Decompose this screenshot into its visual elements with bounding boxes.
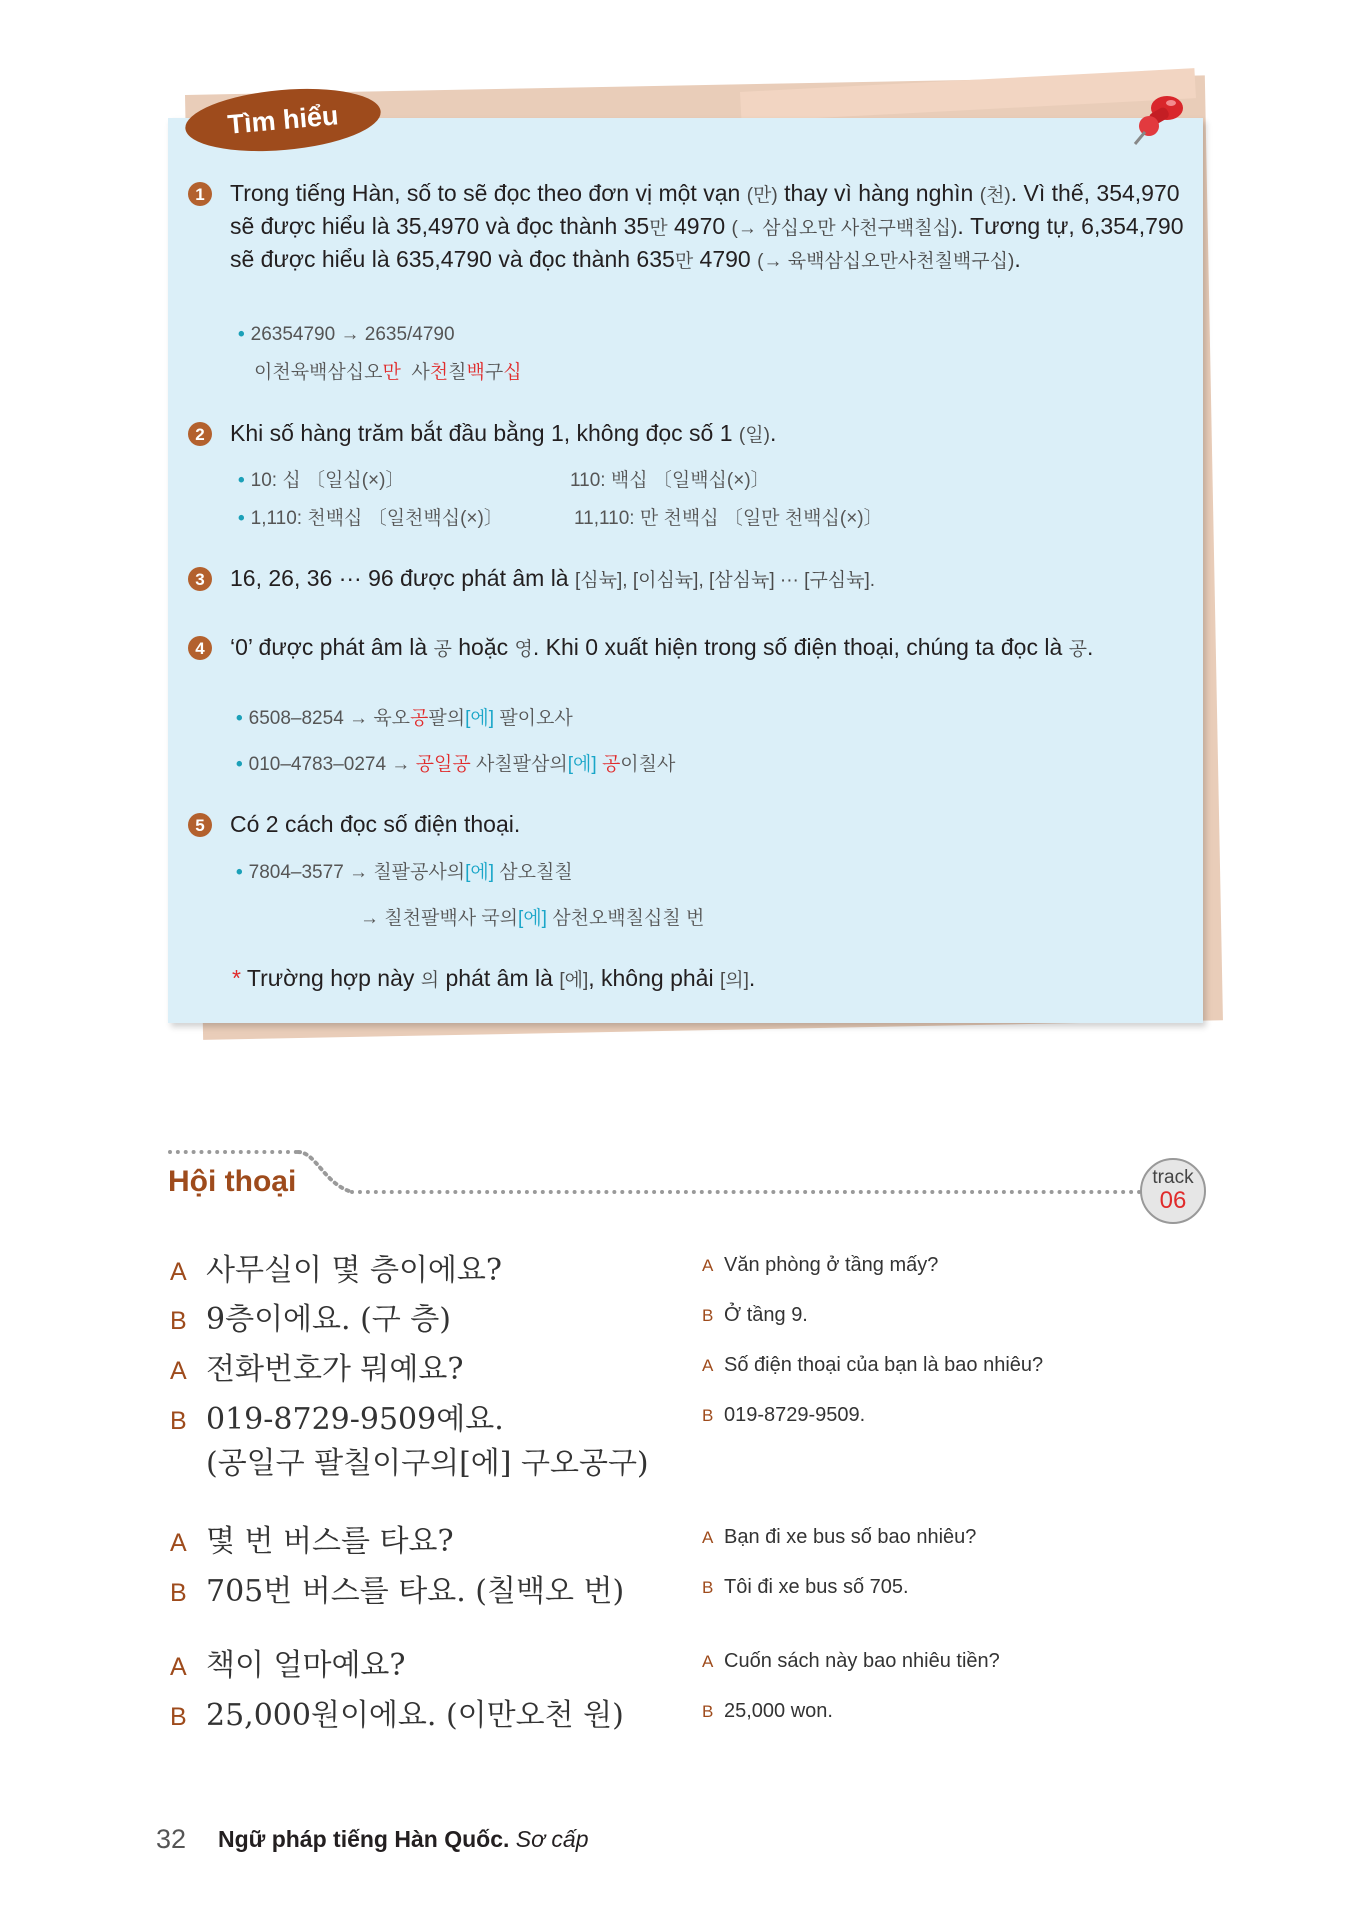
bullet-icon: • bbox=[236, 754, 243, 775]
book-title: Ngữ pháp tiếng Hàn Quốc. Sơ cấp bbox=[218, 1826, 589, 1852]
item-number: 1 bbox=[188, 182, 212, 206]
track-number: 06 bbox=[1159, 1187, 1187, 1214]
note: * Trường hợp này 의 phát âm là [에], không phải [의]. bbox=[232, 965, 756, 991]
bullet-icon: • bbox=[236, 708, 243, 729]
section-title: Hội thoại bbox=[168, 1165, 297, 1198]
example-5b: → 칠천팔백사 국의[에] 삼천오백칠십칠 번 bbox=[360, 908, 705, 929]
dialogue-line: B 019-8729-9509예요. bbox=[170, 1402, 504, 1437]
bullet-icon: • bbox=[238, 508, 245, 529]
example-2c: • 1,110: 천백십 〔일천백십(×)〕 bbox=[238, 508, 503, 529]
item-number: 3 bbox=[188, 567, 212, 591]
example-1b: 이천육백삼십오만 사천칠백구십 bbox=[254, 362, 522, 383]
translation-line: B Tôi đi xe bus số 705. bbox=[702, 1576, 909, 1598]
item-5: 5 Có 2 cách đọc số điện thoại. bbox=[230, 809, 1185, 840]
page-number: 32 bbox=[156, 1824, 187, 1854]
example-4b: • 010–4783–0274 → 공일공 사칠팔삼의[에] 공이칠사 bbox=[236, 754, 676, 775]
item-1: 1 Trong tiếng Hàn, số to sẽ đọc theo đơn vị một vạn (만) thay vì hàng nghìn (천). Vì thế, 354,970 sẽ được hiểu là 35,4970 và đọc thành 35만 4970 (→ 삼십오만 사천구백칠십). Tương tự, 6,354,790 sẽ được hiểu là 635,4790 và đọc thành 635만 4790 (→ 육백삼십오만사천칠백구십). bbox=[230, 178, 1185, 277]
tim-hieu-label: Tìm hiểu bbox=[183, 82, 383, 159]
translation-line: A Bạn đi xe bus số bao nhiêu? bbox=[702, 1526, 977, 1548]
dialogue-line: (공일구 팔칠이구의[에] 구오공구) bbox=[206, 1446, 649, 1481]
dialogue-line: A 책이 얼마예요? bbox=[170, 1648, 406, 1683]
example-4a: • 6508–8254 → 육오공팔의[에] 팔이오사 bbox=[236, 708, 573, 729]
dialogue-line: A 전화번호가 뭐예요? bbox=[170, 1352, 464, 1387]
dialogue-line: A 사무실이 몇 층이에요? bbox=[170, 1253, 502, 1288]
translation-line: B Ở tầng 9. bbox=[702, 1304, 808, 1326]
dotted-divider bbox=[168, 1150, 298, 1154]
example-2b: 110: 백십 〔일백십(×)〕 bbox=[570, 470, 770, 491]
pushpin-icon bbox=[1125, 88, 1195, 148]
dialogue-line: B 25,000원이에요. (이만오천 원) bbox=[170, 1698, 624, 1733]
item-number: 2 bbox=[188, 422, 212, 446]
item-3: 3 16, 26, 36 ··· 96 được phát âm là [심뉵], [이심뉵], [삼심뉵] ··· [구심뉵]. bbox=[230, 563, 1185, 596]
example-5a: • 7804–3577 → 칠팔공사의[에] 삼오칠칠 bbox=[236, 862, 573, 883]
item-number: 4 bbox=[188, 636, 212, 660]
translation-line: A Số điện thoại của bạn là bao nhiêu? bbox=[702, 1354, 1044, 1376]
example-2a: • 10: 십 〔일십(×)〕 bbox=[238, 470, 405, 491]
bullet-icon: • bbox=[236, 862, 243, 883]
translation-line: A Cuốn sách này bao nhiêu tiền? bbox=[702, 1650, 1000, 1672]
dialogue-line: B 9층이에요. (구 층) bbox=[170, 1302, 451, 1337]
bullet-icon: • bbox=[238, 324, 245, 345]
example-2d: 11,110: 만 천백십 〔일만 천백십(×)〕 bbox=[574, 508, 883, 529]
item-4: 4 ‘0’ được phát âm là 공 hoặc 영. Khi 0 xuất hiện trong số điện thoại, chúng ta đọc là 공. bbox=[230, 632, 1185, 665]
item-number: 5 bbox=[188, 813, 212, 837]
bullet-icon: • bbox=[238, 470, 245, 491]
dialogue-line: B 705번 버스를 타요. (칠백오 번) bbox=[170, 1574, 625, 1609]
translation-line: A Văn phòng ở tầng mấy? bbox=[702, 1254, 939, 1276]
translation-line: B 019-8729-9509. bbox=[702, 1404, 866, 1426]
dialogue-line: A 몇 번 버스를 타요? bbox=[170, 1524, 454, 1559]
example-1a: • 26354790 → 2635/4790 bbox=[238, 324, 455, 345]
dotted-divider-line bbox=[350, 1190, 1150, 1194]
dotted-divider-curve bbox=[296, 1148, 356, 1196]
audio-track-badge[interactable] bbox=[1140, 1158, 1206, 1224]
item-2: 2 Khi số hàng trăm bắt đầu bằng 1, không đọc số 1 (일). bbox=[230, 418, 1185, 451]
translation-line: B 25,000 won. bbox=[702, 1700, 833, 1722]
track-label: track bbox=[1152, 1167, 1194, 1188]
